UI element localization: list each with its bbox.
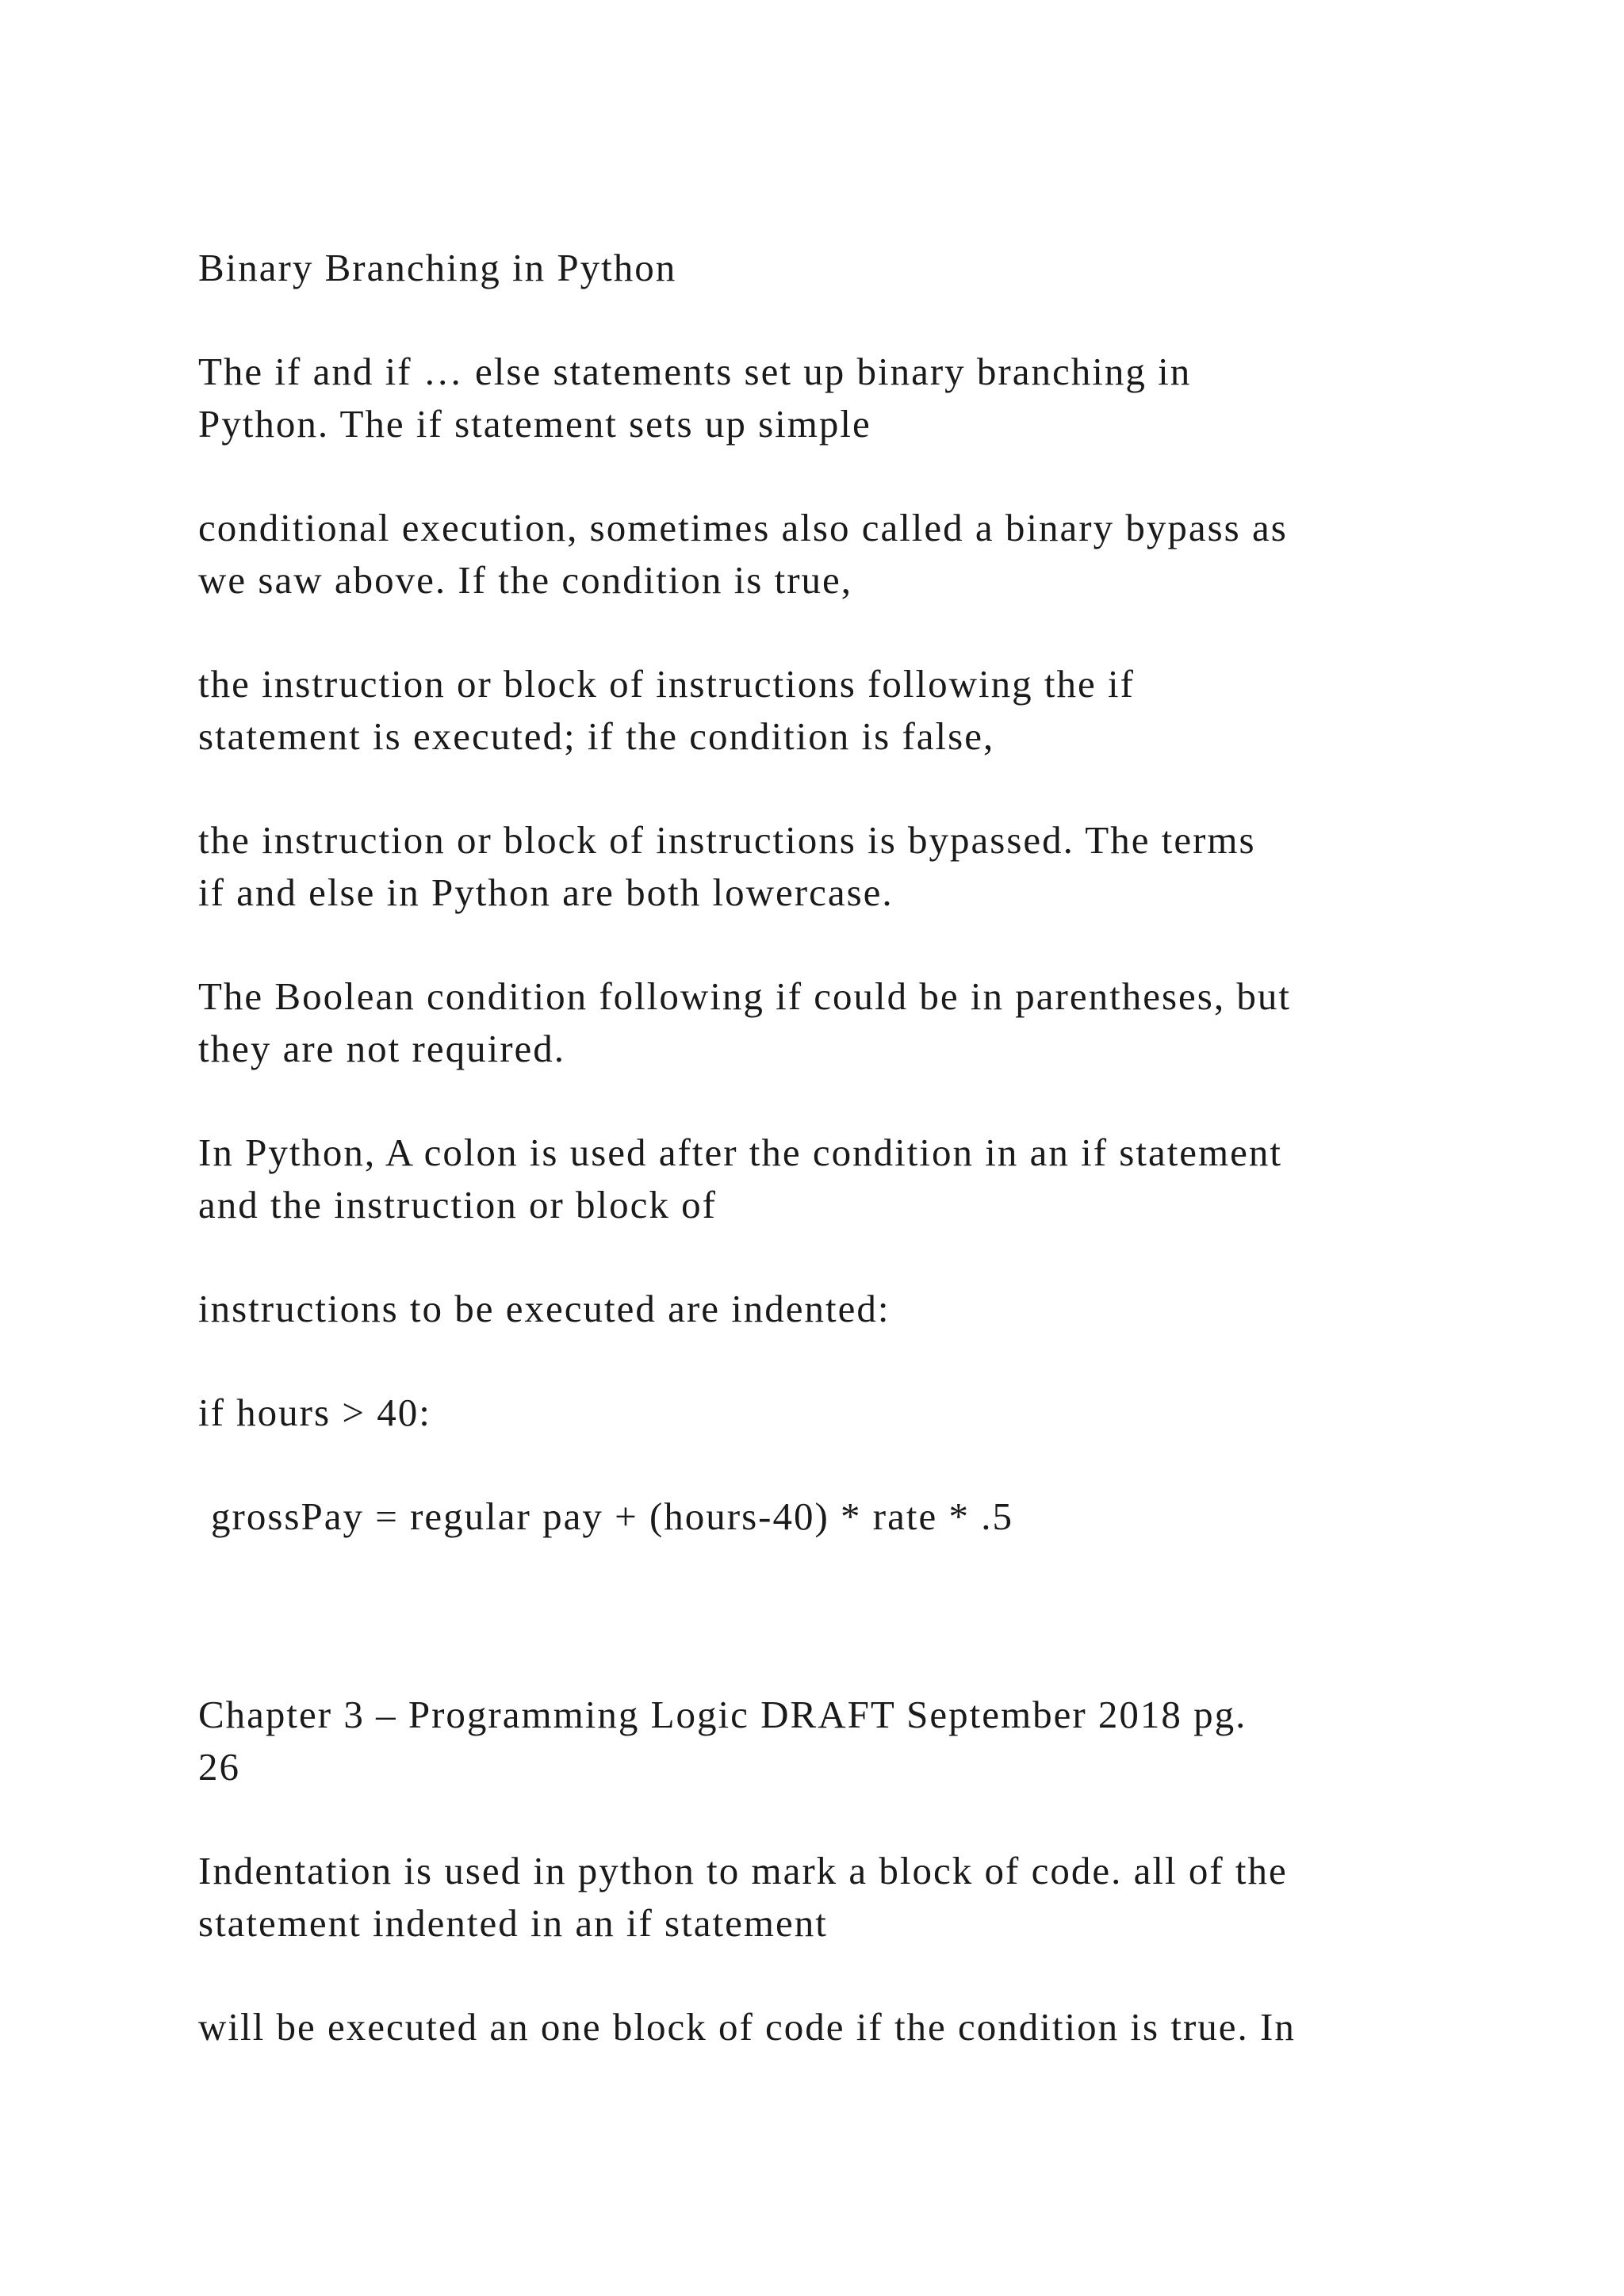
paragraph-2 <box>198 502 1451 607</box>
code-line: grossPay = regular pay + (hours-40) * rate * .5 <box>211 1494 1013 1538</box>
text-line: Indentation is used in python to mark a block of code. all of the <box>198 1849 1288 1892</box>
title-line: Binary Branching in Python <box>198 246 677 289</box>
paragraph-4 <box>198 814 1451 919</box>
paragraph-3 <box>198 658 1451 763</box>
text-line: the instruction or block of instructions is bypassed. The terms <box>198 818 1256 862</box>
document-title <box>198 242 1451 294</box>
text-line: and the instruction or block of <box>198 1183 717 1226</box>
text-line: we saw above. If the condition is true, <box>198 558 853 602</box>
paragraph-5 <box>198 970 1451 1075</box>
text-line: they are not required. <box>198 1027 566 1070</box>
paragraph-6 <box>198 1127 1451 1231</box>
text-line: Python. The if statement sets up simple <box>198 402 871 446</box>
section-gap <box>198 1594 1451 1689</box>
text-line: statement is executed; if the condition is false, <box>198 714 995 758</box>
paragraph-7 <box>198 1283 1451 1335</box>
document-content <box>198 242 1451 2105</box>
code-body <box>198 1490 1451 1543</box>
text-line: The if and if … else statements set up binary branching in <box>198 350 1192 393</box>
text-line: statement indented in an if statement <box>198 1901 828 1945</box>
text-line: In Python, A colon is used after the condition in an if statement <box>198 1131 1283 1174</box>
code-line: if hours > 40: <box>198 1391 431 1434</box>
paragraph-9 <box>198 2001 1451 2053</box>
text-line: instructions to be executed are indented: <box>198 1287 891 1330</box>
text-line: the instruction or block of instructions following the if <box>198 662 1135 706</box>
paragraph-8 <box>198 1845 1451 1950</box>
paragraph-1 <box>198 346 1451 450</box>
page-footer <box>198 1689 1451 1793</box>
footer-line: 26 <box>198 1745 240 1789</box>
footer-line: Chapter 3 – Programming Logic DRAFT September 2018 pg. <box>198 1693 1247 1736</box>
text-line: The Boolean condition following if could be in parentheses, but <box>198 974 1291 1018</box>
text-line: will be executed an one block of code if the condition is true. In <box>198 2005 1296 2049</box>
text-line: conditional execution, sometimes also called a binary bypass as <box>198 506 1288 549</box>
code-condition <box>198 1387 1451 1439</box>
text-line: if and else in Python are both lowercase. <box>198 871 894 914</box>
